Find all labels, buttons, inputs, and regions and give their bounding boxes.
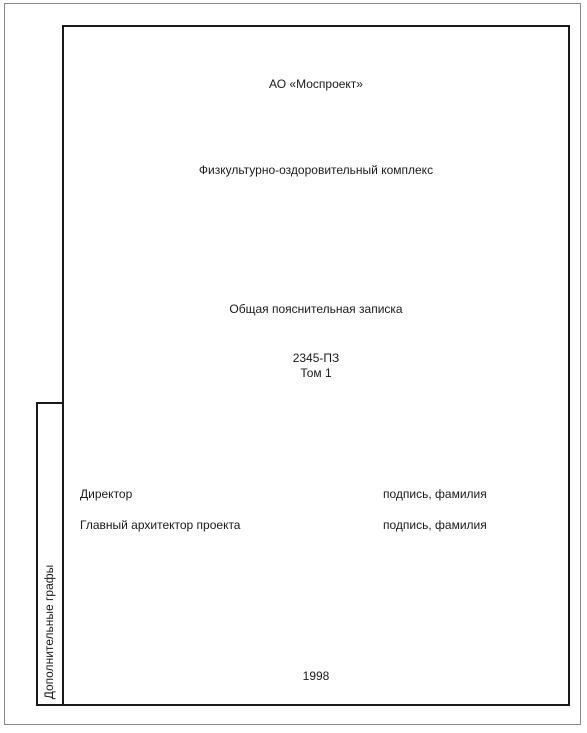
document-code: 2345-ПЗ (292, 351, 340, 365)
signature-role-chief-architect: Главный архитектор проекта (80, 518, 241, 532)
additional-columns-label: Дополнительные графы (42, 564, 56, 700)
organization-name: АО «Моспроект» (269, 77, 363, 91)
signature-field-director: подпись, фамилия (383, 487, 487, 501)
signature-role-director: Директор (80, 487, 133, 501)
signature-field-chief-architect: подпись, фамилия (383, 518, 487, 532)
document-type: Общая пояснительная записка (229, 302, 403, 316)
document-year: 1998 (302, 669, 330, 683)
volume-number: Том 1 (300, 366, 332, 380)
project-title: Физкультурно-оздоровительный комплекс (198, 163, 434, 177)
